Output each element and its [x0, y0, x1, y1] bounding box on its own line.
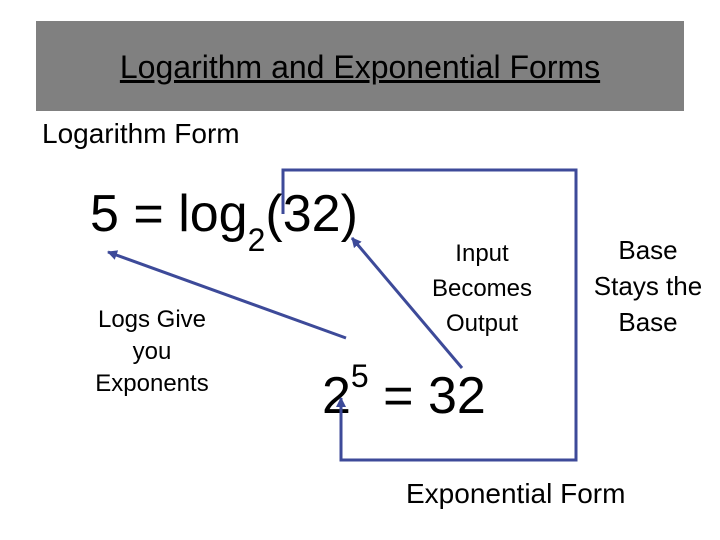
log-equals: =	[133, 185, 164, 243]
base-stays-arrow	[283, 170, 576, 460]
exp-exponent: 5	[350, 358, 369, 394]
log-lhs: 5	[90, 185, 119, 243]
exp-base: 2	[322, 367, 351, 425]
note-line: Exponents	[95, 370, 209, 397]
note-line: you	[132, 338, 172, 365]
slide-title: Logarithm and Exponential Forms	[119, 49, 601, 85]
exponent-arrow	[108, 252, 346, 338]
note-line: Becomes	[431, 275, 533, 302]
note-line: Input	[455, 240, 509, 267]
log-base: 2	[247, 222, 266, 258]
note-line: Base	[618, 235, 678, 265]
arrow-group	[108, 170, 576, 460]
note-line: Base	[618, 307, 678, 337]
note-line: Logs Give	[97, 306, 207, 333]
log-argument: (32)	[265, 185, 358, 243]
note-line: Output	[445, 310, 519, 337]
input-output-arrow	[352, 238, 462, 368]
exp-rest: = 32	[383, 367, 486, 425]
note-line: Stays the	[593, 271, 703, 301]
exponential-form-label: Exponential Form	[406, 478, 626, 509]
logarithm-form-label: Logarithm Form	[42, 118, 240, 149]
log-function: log	[178, 185, 248, 243]
